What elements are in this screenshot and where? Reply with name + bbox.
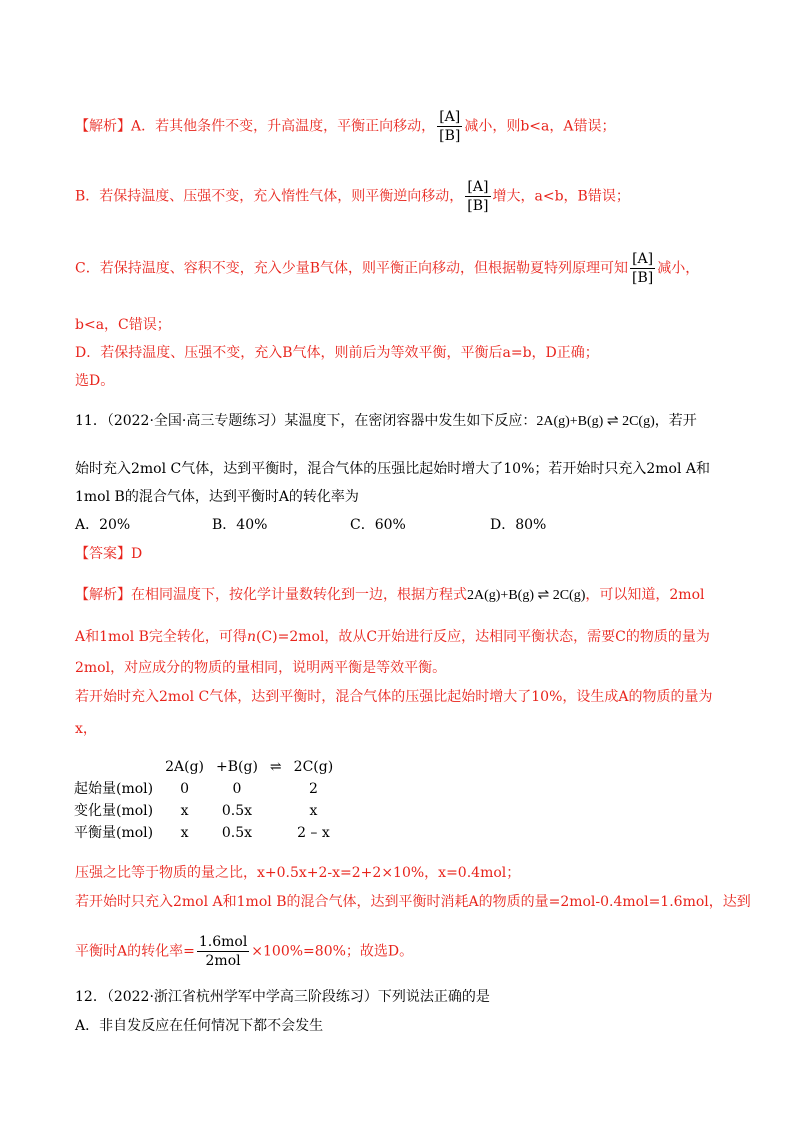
q11-stem-prefix: 11．（2022·全国·高三专题练习）某温度下，在密闭容器中发生如下反应：	[75, 413, 537, 429]
q11-analysis-line5: x，	[75, 721, 97, 737]
q11-l8-suffix: ×100%=80%；故选D。	[251, 943, 414, 960]
q11-l2-a: A和1mol B完全转化，可得	[75, 629, 247, 645]
q11-stem-line3: 1mol B的混合气体，达到平衡时A的转化率为	[75, 489, 359, 505]
ice-cell: 0	[180, 781, 190, 797]
q10-c-text: C．若保持温度、容积不变，充入少量B气体，则平衡正向移动，但根据勒夏特列原理可知	[75, 260, 628, 277]
frac-num: [A]	[437, 108, 462, 127]
frac-num: [A]	[465, 178, 490, 197]
q11-equation: 2A(g)+B(g) ⇌ 2C(g)	[536, 414, 655, 429]
q11-analysis-line4: 若开始时充入2mol C气体，达到平衡时，混合气体的压强比起始时增大了10%，设生成A的物质的量为	[75, 689, 713, 705]
q11-analysis-line3: 2mol，对应成分的物质的量相同，说明两平衡是等效平衡。	[75, 660, 447, 676]
frac-den: [B]	[439, 128, 461, 144]
q10-analysis-c	[75, 250, 699, 287]
q10-analysis-a	[75, 108, 615, 145]
ice-cell: 2	[308, 781, 318, 797]
q11-analysis-line2	[75, 628, 710, 646]
q11-analysis-prefix: 【解析】在相同温度下，按化学计量数转化到一边，根据方程式	[75, 587, 467, 603]
ice-cell: x	[309, 803, 318, 819]
ice-cell	[264, 778, 288, 800]
ice-cell	[264, 800, 288, 822]
q10-a-text: 【解析】A．若其他条件不变，升高温度，平衡正向移动，	[75, 118, 436, 135]
q12-stem: 12．（2022·浙江省杭州学军中学高三阶段练习）下列说法正确的是	[75, 989, 490, 1005]
ice-cell: x	[180, 803, 189, 819]
q10-analysis-b	[75, 178, 630, 215]
ice-row-label: 变化量(mol)	[74, 803, 154, 819]
q10-choose: 选D。	[75, 373, 115, 389]
ice-cell: 0.5x	[221, 825, 253, 841]
fraction-a-over-b	[630, 250, 655, 287]
q11-analysis-suffix: ，可以知道，2mol	[585, 587, 705, 603]
q10-c-suffix: 减小，	[657, 260, 700, 277]
q11-l8-prefix: 平衡时A的转化率=	[75, 943, 195, 960]
ice-cell: 0	[232, 781, 242, 797]
conversion-fraction	[197, 933, 249, 970]
q11-analysis-equation: 2A(g)+B(g) ⇌ 2C(g)	[467, 588, 586, 603]
q11-option-a: A．20%	[75, 517, 131, 533]
frac-den: [B]	[632, 270, 654, 286]
q10-b-text: B．若保持温度、压强不变，充入惰性气体，则平衡逆向移动，	[75, 188, 464, 205]
ice-header-arrow: ⇌	[269, 759, 282, 775]
q11-option-d: D．80%	[490, 517, 547, 533]
ice-header-2c: 2C(g)	[293, 759, 334, 775]
q11-option-b: B．40%	[212, 517, 268, 533]
q11-stem-line1	[75, 412, 697, 431]
q11-l2-n: n	[246, 629, 256, 645]
q11-analysis-line1	[75, 586, 704, 605]
ice-cell	[264, 822, 288, 844]
q12-option-a: A．非自发反应在任何情况下都不会发生	[75, 1018, 324, 1034]
ice-cell: x	[180, 825, 189, 841]
q10-d-line: D．若保持温度、压强不变，充入B气体，则前后为等效平衡，平衡后a=b，D正确；	[75, 345, 599, 361]
ice-header-empty	[72, 756, 159, 778]
ice-header-b: +B(g)	[216, 759, 258, 775]
ice-header-row	[72, 756, 339, 778]
fraction-a-over-b	[437, 108, 462, 145]
q10-c-continuation: b<a，C错误；	[75, 317, 171, 333]
q11-l2-b: (C)=2mol，故从C开始进行反应，达相同平衡状态，需要C的物质的量为	[255, 629, 710, 645]
ice-header-2a: 2A(g)	[165, 759, 205, 775]
ice-row-change	[72, 800, 339, 822]
frac-den: [B]	[467, 198, 489, 214]
q11-stem-line2: 始时充入2mol C气体，达到平衡时，混合气体的压强比起始时增大了10%；若开始时只充入2mol A和	[75, 461, 711, 477]
ice-row-label: 起始量(mol)	[74, 781, 154, 797]
q11-option-c: C．60%	[350, 517, 406, 533]
fraction-a-over-b	[465, 178, 490, 215]
q10-a-suffix: 减小，则b<a，A错误；	[464, 118, 616, 135]
q11-analysis-line7: 若开始时只充入2mol A和1mol B的混合气体，达到平衡时消耗A的物质的量=2mol-0.4mol=1.6mol，达到	[75, 894, 751, 910]
frac-num: 1.6mol	[198, 934, 248, 950]
q10-b-suffix: 增大，a<b，B错误；	[492, 188, 630, 205]
ice-row-equilibrium	[72, 822, 339, 844]
q11-answer: 【答案】D	[75, 546, 143, 562]
ice-cell: 2 – x	[297, 825, 330, 841]
q11-analysis-line6: 压强之比等于物质的量之比，x+0.5x+2-x=2+2×10%，x=0.4mol；	[75, 865, 521, 881]
ice-cell: 0.5x	[221, 803, 253, 819]
ice-row-initial	[72, 778, 339, 800]
ice-table	[72, 756, 339, 844]
frac-num: [A]	[630, 250, 655, 269]
q11-stem-suffix: ，若开	[654, 413, 697, 429]
q11-analysis-line8	[75, 933, 413, 970]
frac-den: 2mol	[205, 953, 241, 969]
ice-row-label: 平衡量(mol)	[74, 825, 154, 841]
